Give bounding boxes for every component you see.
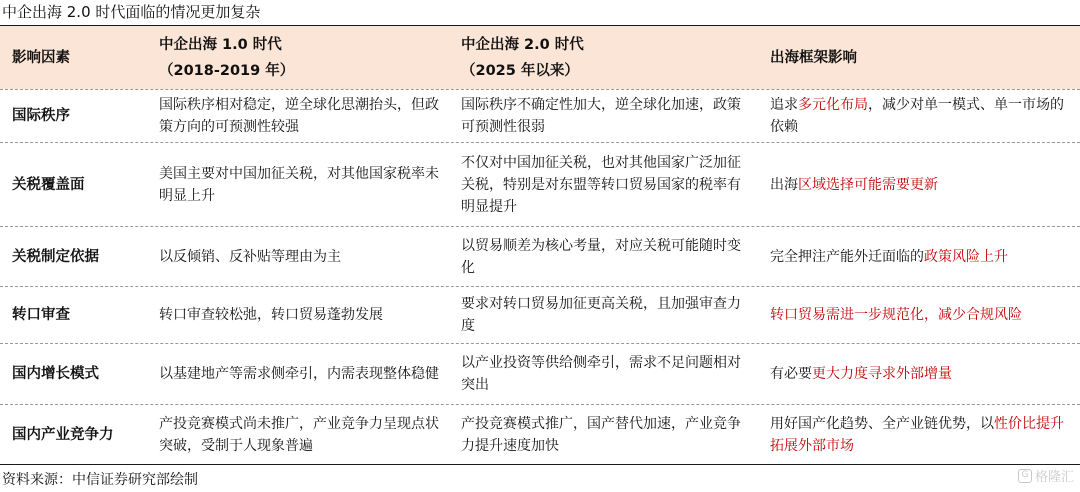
row-era1: 转口审查较松弛，转口贸易蓬勃发展 (159, 307, 383, 323)
watermark: G 格隆汇 (1018, 466, 1074, 485)
row-factor: 国际秩序 (12, 108, 70, 124)
row-era1: 国际秩序相对稳定，逆全球化思潮抬头，但政策方向的可预测性较强 (159, 97, 439, 135)
table-row (0, 343, 1080, 404)
table-row (0, 142, 1080, 226)
row-impact (760, 287, 1080, 343)
impact-highlight: 更大力度寻求外部增量 (812, 366, 952, 382)
row-era1: 以基建地产等需求侧牵引，内需表现整体稳健 (159, 366, 439, 382)
row-impact: 有必要更大力度寻求外部增量 (770, 366, 952, 382)
source-note: 资料来源：中信证券研究部绘制 (2, 472, 198, 488)
header-era1-title: 中企出海 1.0 时代 (159, 36, 282, 53)
table-row (0, 286, 1080, 343)
table-row (0, 226, 1080, 286)
row-factor: 国内产业竞争力 (12, 426, 114, 443)
row-factor: 转口审查 (12, 307, 70, 323)
table-row (0, 404, 1080, 464)
row-impact: 用好国产化趋势、全产业链优势，以性价比提升拓展外部市场 (770, 415, 1064, 454)
row-era2: 产投竞赛模式推广，国产替代加速，产业竞争力提升速度加快 (461, 415, 741, 454)
row-factor: 关税覆盖面 (12, 176, 85, 193)
row-era2: 以产业投资等供给侧牵引，需求不足问题相对突出 (461, 355, 741, 393)
impact-highlight: 转口贸易需进一步规范化，减少合规风险 (770, 307, 1022, 323)
row-factor: 关税制定依据 (12, 248, 99, 265)
row-impact: 完全押注产能外迁面临的政策风险上升 (770, 248, 1008, 265)
table-title: 中企出海 2.0 时代面临的情况更加复杂 (2, 3, 261, 21)
impact-highlight: 政策风险上升 (924, 248, 1008, 265)
impact-highlight: 区域选择可能需要更新 (798, 176, 938, 193)
row-era2: 要求对转口贸易加征更高关税，且加强审查力度 (461, 296, 741, 334)
row-era1: 美国主要对中国加征关税，对其他国家税率未明显上升 (159, 165, 439, 204)
table-row (0, 89, 1080, 142)
header-factor: 影响因素 (12, 49, 70, 66)
row-era1: 产投竞赛模式尚未推广，产业竞争力呈现点状突破，受制于人现象普遍 (159, 415, 439, 454)
header-era1 (151, 26, 453, 89)
header-era2 (453, 26, 760, 89)
row-era2: 以贸易顺差为核心考量，对应关税可能随时变化 (461, 237, 741, 276)
header-era2-years: （2025 年以来） (461, 62, 579, 79)
comparison-table (0, 25, 1080, 465)
row-era2: 国际秩序不确定性加大，逆全球化加速，政策可预测性很弱 (461, 97, 741, 135)
row-impact: 出海区域选择可能需要更新 (770, 176, 938, 193)
impact-highlight: 多元化布局 (798, 97, 868, 113)
impact-highlight: 性价比提升拓展外部市场 (770, 415, 1064, 454)
row-era2: 不仅对中国加征关税，也对其他国家广泛加征关税，特别是对东盟等转口贸易国家的税率有明显提升 (461, 154, 741, 215)
row-impact: 追求多元化布局，减少对单一模式、单一市场的依赖 (770, 97, 1064, 135)
row-era1: 以反倾销、反补贴等理由为主 (159, 248, 341, 265)
watermark-logo-icon: G (1018, 469, 1032, 483)
header-impact: 出海框架影响 (770, 49, 857, 66)
header-era1-years: （2018-2019 年） (159, 62, 295, 79)
row-factor: 国内增长模式 (12, 366, 99, 382)
header-era2-title: 中企出海 2.0 时代 (461, 36, 584, 53)
table-header-row (0, 26, 1080, 89)
